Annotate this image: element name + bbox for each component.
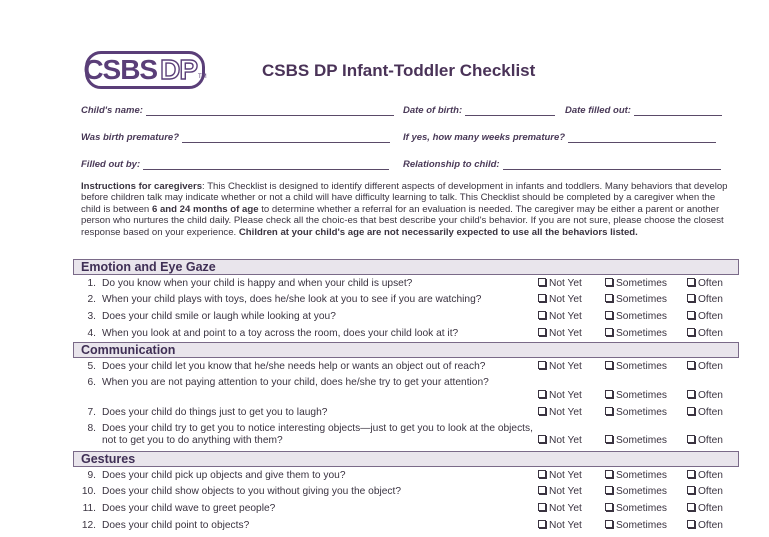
option-label: Sometimes [616, 470, 667, 481]
option-sometimes[interactable] [605, 311, 667, 323]
option-sometimes[interactable] [605, 328, 667, 340]
option-label: Sometimes [616, 486, 667, 497]
checkbox-icon[interactable] [687, 486, 695, 494]
option-label: Often [698, 361, 723, 372]
question-number: 10. [81, 486, 96, 497]
question-text: Does your child smile or laugh while looking at you? [102, 311, 336, 322]
question-text: Does your child point to objects? [102, 520, 250, 531]
section-header-communication: Communication [73, 342, 739, 358]
option-sometimes[interactable] [605, 520, 667, 532]
childs-name-line[interactable] [146, 104, 394, 116]
option-often[interactable] [687, 328, 723, 340]
date-filled-out-label: Date filled out: [565, 105, 631, 116]
option-label: Not Yet [549, 486, 582, 497]
question-text: Does your child show objects to you without giving you the object? [102, 486, 402, 497]
option-often[interactable] [687, 361, 723, 373]
option-not-yet[interactable] [538, 278, 582, 290]
option-label: Not Yet [549, 470, 582, 481]
checkbox-icon[interactable] [687, 435, 695, 443]
instructions-lead: Instructions for caregivers [81, 181, 203, 192]
option-often[interactable] [687, 407, 723, 419]
option-label: Often [698, 328, 723, 339]
option-not-yet[interactable] [538, 470, 582, 482]
instructions-paragraph [81, 181, 733, 238]
checkbox-icon[interactable] [538, 503, 546, 511]
instructions-part1: : This Checklist is designed to identify different aspects of development in infants and toddlers. Many behaviors that develop before children talk may indicate whether or not a child will have difficulty learning to talk. This Checklist should be completed by a caregiver when the child is between [81, 181, 728, 215]
option-not-yet[interactable] [538, 435, 582, 447]
question-text: When you look at and point to a toy across the room, does your child look at it? [102, 328, 459, 339]
question-text: Does your child wave to greet people? [102, 503, 276, 514]
filled-out-by-field[interactable] [81, 158, 389, 170]
checkbox-icon[interactable] [687, 390, 695, 398]
option-sometimes[interactable] [605, 470, 667, 482]
option-label: Often [698, 390, 723, 401]
option-sometimes[interactable] [605, 361, 667, 373]
option-not-yet[interactable] [538, 390, 582, 402]
option-label: Often [698, 278, 723, 289]
option-not-yet[interactable] [538, 361, 582, 373]
option-label: Not Yet [549, 311, 582, 322]
option-not-yet[interactable] [538, 328, 582, 340]
option-label: Not Yet [549, 294, 582, 305]
checkbox-icon[interactable] [687, 328, 695, 336]
option-label: Often [698, 435, 723, 446]
option-not-yet[interactable] [538, 486, 582, 498]
instructions-note: Children at your child's age are not necessarily expected to use all the behaviors listed. [238, 226, 638, 238]
question-text: Does your child try to get you to notice interesting objects—just to get you to look at the objects, not to get you to do anything with them? [102, 423, 533, 446]
birth-premature-field[interactable] [81, 131, 390, 143]
option-sometimes[interactable] [605, 435, 667, 447]
question-number: 5. [87, 361, 96, 372]
section-header-emotion-eye-gaze: Emotion and Eye Gaze [73, 259, 739, 275]
option-sometimes[interactable] [605, 390, 667, 402]
option-often[interactable] [687, 486, 723, 498]
question-number: 7. [87, 407, 96, 418]
question-text: Does your child pick up objects and give them to you? [102, 470, 346, 481]
question-number: 12. [81, 520, 96, 531]
option-label: Often [698, 407, 723, 418]
checkbox-icon[interactable] [538, 390, 546, 398]
date-filled-out-field[interactable] [565, 104, 722, 116]
childs-name-field[interactable] [81, 104, 394, 116]
option-label: Often [698, 470, 723, 481]
checkbox-icon[interactable] [605, 390, 613, 398]
question-number: 9. [87, 470, 96, 481]
checkbox-icon[interactable] [605, 520, 613, 528]
option-sometimes[interactable] [605, 486, 667, 498]
checkbox-icon[interactable] [538, 311, 546, 319]
option-label: Not Yet [549, 503, 582, 514]
section-header-gestures: Gestures [73, 451, 739, 467]
option-label: Often [698, 486, 723, 497]
option-not-yet[interactable] [538, 520, 582, 532]
checkbox-icon[interactable] [538, 278, 546, 286]
option-label: Often [698, 520, 723, 531]
checkbox-icon[interactable] [687, 361, 695, 369]
question-number: 6. [87, 377, 96, 388]
option-sometimes[interactable] [605, 278, 667, 290]
childs-name-label: Child's name: [81, 105, 143, 116]
question-number: 11. [82, 503, 96, 514]
question-text: When your child plays with toys, does he/she look at you to see if you are watching? [102, 294, 482, 305]
question-number: 1. [87, 278, 96, 289]
relationship-label: Relationship to child: [403, 159, 500, 170]
option-often[interactable] [687, 390, 723, 402]
question-number: 2. [87, 294, 96, 305]
question-text: Does your child let you know that he/she needs help or wants an object out of reach? [102, 361, 486, 372]
checkbox-icon[interactable] [538, 470, 546, 478]
checkbox-icon[interactable] [687, 294, 695, 302]
option-often[interactable] [687, 435, 723, 447]
weeks-premature-label: If yes, how many weeks premature? [403, 132, 566, 143]
option-sometimes[interactable] [605, 294, 667, 306]
checkbox-icon[interactable] [538, 294, 546, 302]
instructions-part2: to determine whether a referral for an evaluation is needed. The caregiver may be either a parent or another person who nurtures the child daily. Please check all the choic-es that best describe your child's behavior. If you are not sure, please choose the closest response based on your experience. [81, 203, 724, 238]
option-label: Not Yet [549, 278, 582, 289]
option-label: Sometimes [616, 435, 667, 446]
checkbox-icon[interactable] [605, 470, 613, 478]
question-number: 4. [87, 328, 96, 339]
relationship-field[interactable] [403, 158, 721, 170]
checkbox-icon[interactable] [687, 407, 695, 415]
option-not-yet[interactable] [538, 407, 582, 419]
checkbox-icon[interactable] [538, 520, 546, 528]
date-of-birth-label: Date of birth: [403, 105, 463, 116]
logo-csbs-text: CSBS [83, 54, 158, 85]
option-label: Sometimes [616, 328, 667, 339]
checkbox-icon[interactable] [605, 486, 613, 494]
filled-out-by-label: Filled out by: [81, 159, 141, 170]
question-number: 3. [87, 311, 96, 322]
checkbox-icon[interactable] [605, 361, 613, 369]
date-of-birth-line[interactable] [465, 104, 555, 116]
date-filled-out-line[interactable] [634, 104, 722, 116]
field-row-name [81, 104, 733, 120]
logo-dp-text: DP [160, 54, 198, 85]
birth-premature-line[interactable] [182, 131, 390, 143]
question-text: Do you know when your child is happy and when your child is upset? [102, 278, 413, 289]
checkbox-icon[interactable] [687, 311, 695, 319]
option-label: Often [698, 503, 723, 514]
option-label: Not Yet [549, 390, 582, 401]
checkbox-icon[interactable] [687, 278, 695, 286]
logo-tm-mark: TM [198, 74, 207, 80]
checkbox-icon[interactable] [538, 435, 546, 443]
option-often[interactable] [687, 294, 723, 306]
birth-premature-label: Was birth premature? [81, 132, 180, 143]
option-label: Sometimes [616, 311, 667, 322]
checkbox-icon[interactable] [605, 328, 613, 336]
instructions-age: 6 and 24 months of age [151, 203, 259, 215]
question-number: 8. [87, 423, 96, 434]
option-often[interactable] [687, 311, 723, 323]
option-often[interactable] [687, 470, 723, 482]
checkbox-icon[interactable] [538, 486, 546, 494]
option-often[interactable] [687, 520, 723, 532]
option-label: Not Yet [549, 361, 582, 372]
weeks-premature-field[interactable] [403, 131, 716, 143]
question-text: When you are not paying attention to your child, does he/she try to get your attention? [102, 377, 489, 388]
checkbox-icon[interactable] [605, 294, 613, 302]
checkbox-icon[interactable] [538, 328, 546, 336]
date-of-birth-field[interactable] [403, 104, 555, 116]
checkbox-icon[interactable] [687, 503, 695, 511]
checkbox-icon[interactable] [687, 520, 695, 528]
option-not-yet[interactable] [538, 294, 582, 306]
option-sometimes[interactable] [605, 503, 667, 515]
checkbox-icon[interactable] [605, 311, 613, 319]
csbs-dp-logo [85, 51, 205, 89]
option-often[interactable] [687, 503, 723, 515]
option-label: Not Yet [549, 328, 582, 339]
checkbox-icon[interactable] [605, 407, 613, 415]
filled-out-by-line[interactable] [143, 158, 389, 170]
checkbox-icon[interactable] [538, 407, 546, 415]
option-often[interactable] [687, 278, 723, 290]
question-text: Does your child do things just to get you to laugh? [102, 407, 328, 418]
page-title: CSBS DP Infant-Toddler Checklist [262, 61, 536, 80]
field-row-filled-by [81, 158, 733, 174]
option-label: Often [698, 294, 723, 305]
option-label: Sometimes [616, 520, 667, 531]
option-label: Sometimes [616, 503, 667, 514]
relationship-line[interactable] [503, 158, 721, 170]
option-label: Not Yet [549, 520, 582, 531]
option-sometimes[interactable] [605, 407, 667, 419]
option-label: Not Yet [549, 407, 582, 418]
option-not-yet[interactable] [538, 311, 582, 323]
checkbox-icon[interactable] [605, 435, 613, 443]
option-label: Often [698, 311, 723, 322]
checkbox-icon[interactable] [538, 361, 546, 369]
checkbox-icon[interactable] [605, 278, 613, 286]
checkbox-icon[interactable] [687, 470, 695, 478]
option-label: Sometimes [616, 361, 667, 372]
option-not-yet[interactable] [538, 503, 582, 515]
field-row-premature [81, 131, 733, 147]
option-label: Not Yet [549, 435, 582, 446]
checkbox-icon[interactable] [605, 503, 613, 511]
option-label: Sometimes [616, 294, 667, 305]
option-label: Sometimes [616, 390, 667, 401]
option-label: Sometimes [616, 278, 667, 289]
weeks-premature-line[interactable] [568, 131, 716, 143]
option-label: Sometimes [616, 407, 667, 418]
